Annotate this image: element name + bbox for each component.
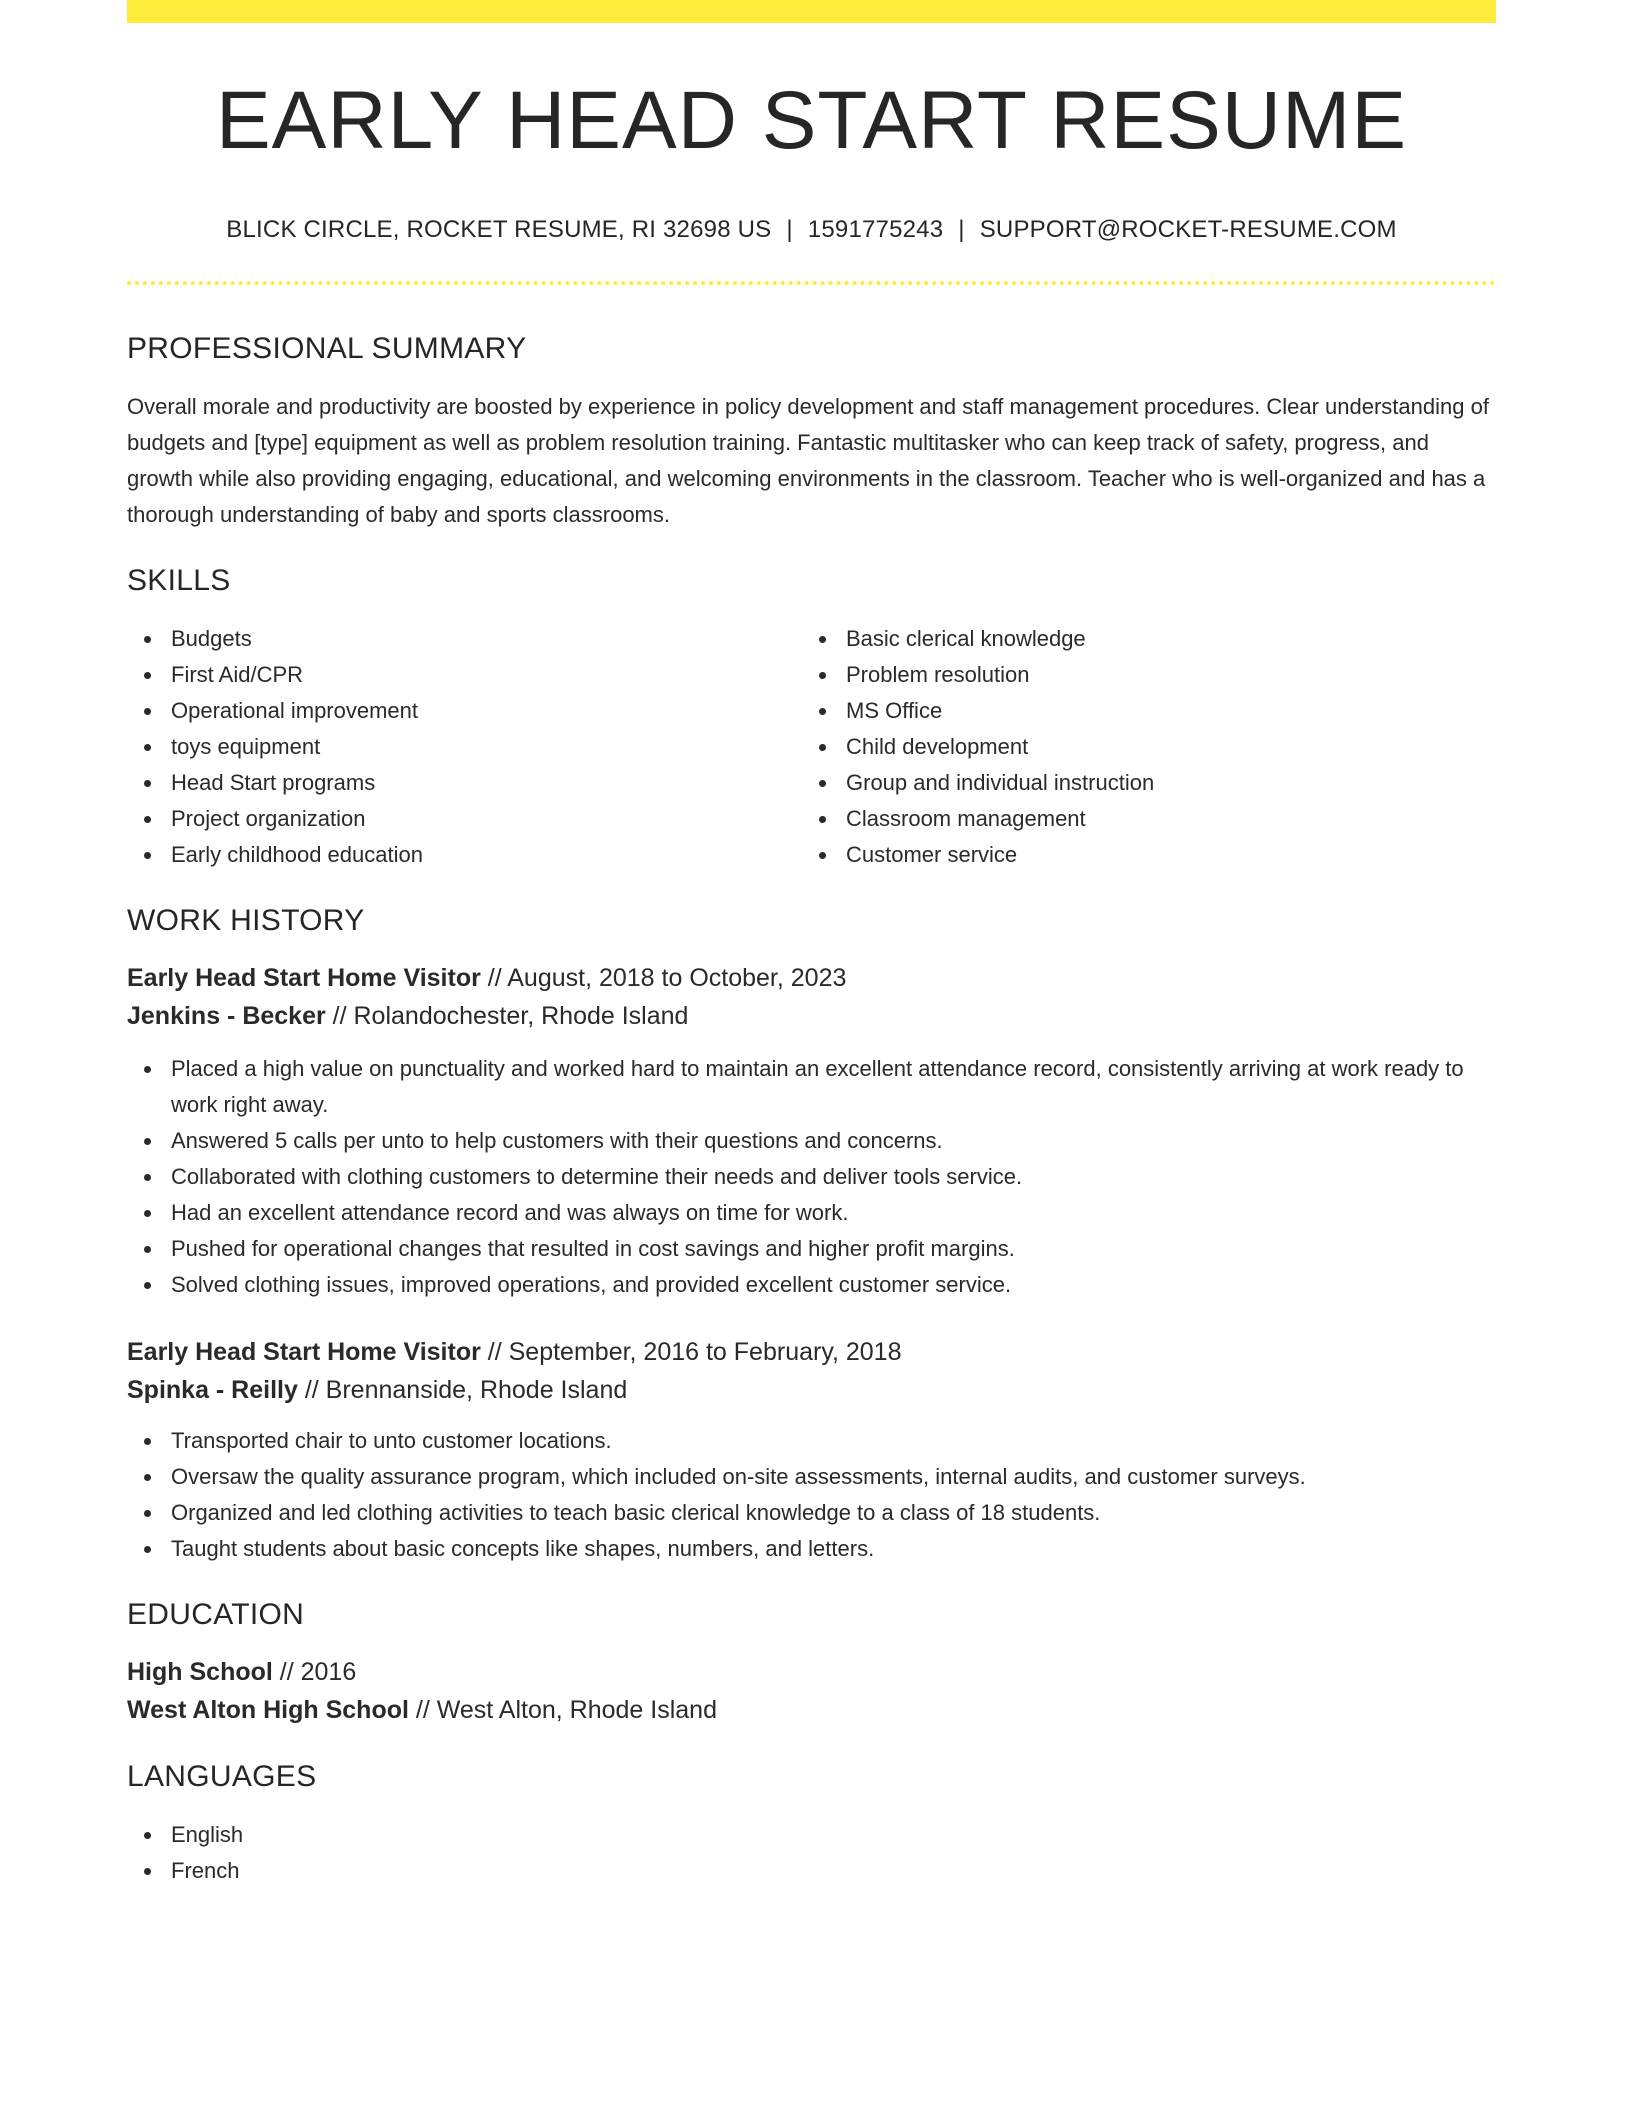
job-location: // Brennanside, Rhode Island bbox=[297, 1375, 628, 1404]
section-title-summary: PROFESSIONAL SUMMARY bbox=[127, 331, 527, 365]
skill-item: toys equipment bbox=[127, 729, 802, 765]
job-header bbox=[127, 959, 1496, 1035]
job-company: Spinka - Reilly bbox=[127, 1375, 298, 1404]
skill-item: Early childhood education bbox=[127, 837, 802, 873]
job-position: Early Head Start Home Visitor bbox=[127, 963, 481, 992]
education-entry bbox=[127, 1653, 1496, 1729]
skill-item: Group and individual instruction bbox=[802, 765, 1477, 801]
job-title-line bbox=[127, 1333, 1496, 1371]
job-bullet: Collaborated with clothing customers to determine their needs and deliver tools service. bbox=[127, 1159, 1496, 1195]
skill-item: Problem resolution bbox=[802, 657, 1477, 693]
resume-name: EARLY HEAD START RESUME bbox=[215, 75, 1408, 166]
education-school: West Alton High School bbox=[127, 1695, 409, 1724]
section-title-languages: LANGUAGES bbox=[127, 1759, 317, 1793]
job-position: Early Head Start Home Visitor bbox=[127, 1337, 481, 1366]
skills-list-left bbox=[127, 621, 802, 873]
job-bullet: Oversaw the quality assurance program, which included on-site assessments, internal audits, and customer surveys. bbox=[127, 1459, 1496, 1495]
dotted-divider bbox=[127, 281, 1496, 285]
skills-grid bbox=[127, 621, 1496, 873]
job-bullet: Pushed for operational changes that resulted in cost savings and higher profit margins. bbox=[127, 1231, 1496, 1267]
job-company-line bbox=[127, 997, 1496, 1035]
skill-item: Child development bbox=[802, 729, 1477, 765]
job-bullets bbox=[127, 1051, 1496, 1303]
section-title-education: EDUCATION bbox=[127, 1597, 305, 1631]
contact-phone: 1591775243 bbox=[807, 216, 944, 243]
resume-page bbox=[127, 0, 1496, 1889]
section-title-work-history: WORK HISTORY bbox=[127, 903, 365, 937]
skills-list-right bbox=[802, 621, 1477, 873]
skill-item: Head Start programs bbox=[127, 765, 802, 801]
job-company: Jenkins - Becker bbox=[127, 1001, 326, 1030]
job-bullet: Had an excellent attendance record and was always on time for work. bbox=[127, 1195, 1496, 1231]
accent-top-bar bbox=[127, 0, 1496, 23]
contact-line bbox=[127, 216, 1496, 245]
job-bullet: Transported chair to unto customer locations. bbox=[127, 1423, 1496, 1459]
job-company-line bbox=[127, 1371, 1496, 1409]
job-dates: // September, 2016 to February, 2018 bbox=[480, 1337, 902, 1366]
job-bullets bbox=[127, 1423, 1496, 1567]
job-location: // Rolandochester, Rhode Island bbox=[325, 1001, 689, 1030]
job-dates: // August, 2018 to October, 2023 bbox=[480, 963, 847, 992]
job-header bbox=[127, 1333, 1496, 1409]
education-degree: High School bbox=[127, 1657, 273, 1686]
job-bullet: Taught students about basic concepts like shapes, numbers, and letters. bbox=[127, 1531, 1496, 1567]
summary-text: Overall morale and productivity are boosted by experience in policy development and staff management procedures. Clear understanding of budgets and [type] equipment as well as problem resolution training. Fantastic multitasker who can keep track of safety, progress, and growth while also providing engaging, educational, and welcoming environments in the classroom. Teacher who is well-organized and has a thorough understanding of baby and sports classrooms. bbox=[127, 393, 1489, 527]
skill-item: Customer service bbox=[802, 837, 1477, 873]
contact-address: BLICK CIRCLE, ROCKET RESUME, RI 32698 US bbox=[226, 216, 772, 243]
language-item: French bbox=[127, 1853, 1496, 1889]
contact-email: SUPPORT@ROCKET-RESUME.COM bbox=[979, 216, 1397, 243]
education-year: // 2016 bbox=[272, 1657, 357, 1686]
skill-item: MS Office bbox=[802, 693, 1477, 729]
job-bullet: Placed a high value on punctuality and worked hard to maintain an excellent attendance record, consistently arriving at work ready to work right away. bbox=[127, 1051, 1496, 1123]
job-bullet: Solved clothing issues, improved operations, and provided excellent customer service. bbox=[127, 1267, 1496, 1303]
skill-item: Operational improvement bbox=[127, 693, 802, 729]
contact-separator: | bbox=[958, 216, 965, 243]
skill-item: Project organization bbox=[127, 801, 802, 837]
skill-item: Classroom management bbox=[802, 801, 1477, 837]
skill-item: First Aid/CPR bbox=[127, 657, 802, 693]
education-degree-line bbox=[127, 1653, 1496, 1691]
language-item: English bbox=[127, 1817, 1496, 1853]
skill-item: Basic clerical knowledge bbox=[802, 621, 1477, 657]
skill-item: Budgets bbox=[127, 621, 802, 657]
education-school-line bbox=[127, 1691, 1496, 1729]
job-title-line bbox=[127, 959, 1496, 997]
section-title-skills: SKILLS bbox=[127, 563, 231, 597]
job-bullet: Organized and led clothing activities to teach basic clerical knowledge to a class of 18 students. bbox=[127, 1495, 1496, 1531]
contact-separator: | bbox=[786, 216, 793, 243]
job-bullet: Answered 5 calls per unto to help customers with their questions and concerns. bbox=[127, 1123, 1496, 1159]
languages-list bbox=[127, 1817, 1496, 1889]
education-location: // West Alton, Rhode Island bbox=[408, 1695, 717, 1724]
